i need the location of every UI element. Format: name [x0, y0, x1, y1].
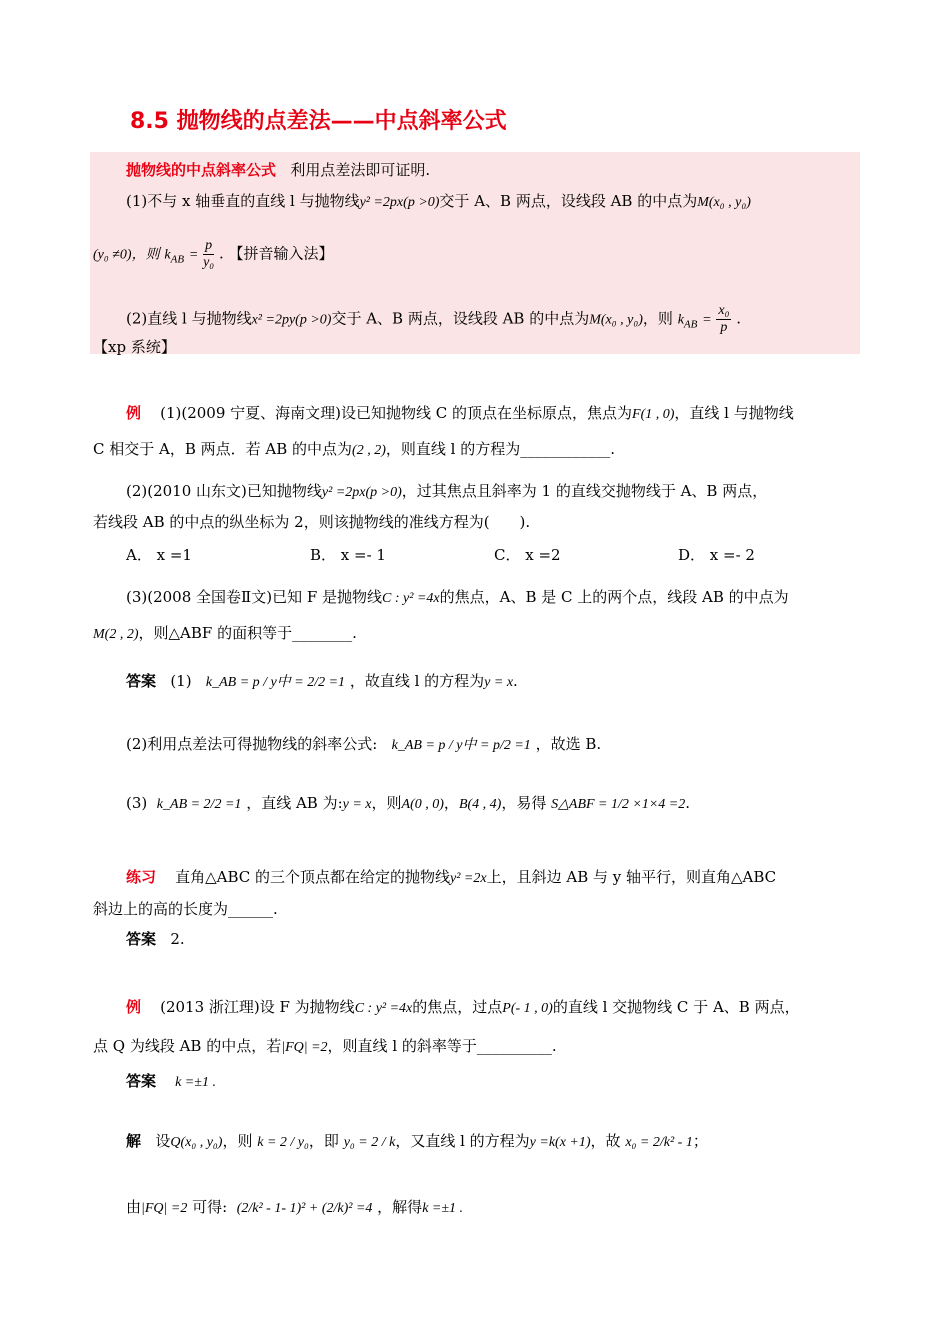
- example-2-solution-get: 可得:: [192, 1198, 228, 1216]
- example-1-q3: [126, 586, 789, 607]
- page-title: 8.5 抛物线的点差法——中点斜率公式: [130, 109, 507, 134]
- example-1-answer-1-post: ，故直线 l 的方程为: [349, 672, 485, 690]
- example-2-answer: [126, 1070, 216, 1091]
- practice-question-cont: 斜边上的高的长度为______.: [93, 900, 278, 918]
- example-2-cond: |FQ| =2: [281, 1040, 328, 1055]
- example-1-label: 例: [126, 404, 142, 422]
- example-1-q3-point: M(2 , 2): [93, 627, 139, 642]
- example-1-q3-text-a: (3)(2008 全国卷Ⅱ文)已知 F 是抛物线: [126, 588, 383, 606]
- practice-answer: [126, 928, 185, 949]
- example-2-point: P(- 1 , 0): [502, 1001, 553, 1016]
- box-item-1-k: k: [164, 247, 171, 263]
- example-1-q3-text-c: ，则△ABF 的面积等于________.: [138, 624, 357, 642]
- example-2-solution-ie: ，即: [308, 1132, 339, 1150]
- example-2-solution-x0: x₀ = 2/k² - 1: [625, 1135, 693, 1150]
- box-heading-line: [126, 159, 430, 180]
- practice-formula: y² =2x: [450, 871, 487, 886]
- box-item-2-tail: .: [736, 309, 742, 328]
- example-2-text-d: 点 Q 为线段 AB 的中点，若: [93, 1037, 282, 1055]
- box-item-1-tail: . 【拼音输入法】: [218, 244, 334, 263]
- option-d: D． x =- 2: [678, 546, 755, 564]
- example-1-answer-3-pre: (3): [126, 794, 148, 812]
- example-1-answer-3-point-a: A(0 , 0): [401, 797, 444, 812]
- example-2-solution-text-a: 设: [155, 1132, 171, 1150]
- example-1-answer-3-line: y = x: [342, 797, 372, 812]
- example-2-answer-label: 答案: [126, 1072, 157, 1090]
- example-2-question-cont: [93, 1035, 557, 1056]
- example-2-question: [126, 996, 800, 1017]
- example-1-answer-1-end: .: [513, 672, 518, 690]
- box-item-2-k: k: [677, 312, 684, 328]
- box-item-1-den: y₀: [203, 255, 215, 270]
- example-1-answer-1-formula: k_AB = p / y中 = 2/2 =1: [205, 675, 346, 690]
- example-2-formula: C : y² =4x: [354, 1001, 413, 1016]
- example-1-answer-1: [126, 670, 518, 691]
- example-2-solution-from: 由: [126, 1198, 142, 1216]
- example-2-solution-cond: |FQ| =2: [141, 1201, 188, 1216]
- box-item-2-then: ，则: [642, 309, 673, 328]
- box-item-1-fraction: [203, 238, 214, 271]
- example-1-answer-2-formula: k_AB = p / y中 = p/2 =1: [391, 738, 531, 753]
- box-item-1-num: p: [203, 238, 214, 255]
- box-heading: 抛物线的中点斜率公式: [126, 161, 277, 179]
- practice-label: 练习: [126, 868, 157, 886]
- box-heading-note: 利用点差法即可证明.: [290, 161, 431, 179]
- example-1-q2-formula: y² =2px(p >0): [321, 485, 402, 500]
- example-1-answer-label: 答案: [126, 672, 157, 690]
- example-2-solution-k: k = 2 / y₀: [257, 1135, 309, 1150]
- example-1-q3-text-b: 的焦点，A、B 是 C 上的两个点，线段 AB 的中点为: [439, 588, 789, 606]
- box-item-2-fraction: [716, 303, 731, 336]
- example-1-q1-text-c: C 相交于 A，B 两点．若 AB 的中点为: [93, 440, 353, 458]
- example-2-solution-semi: ；: [692, 1132, 708, 1150]
- example-1-q1: [126, 402, 794, 423]
- example-1-answer-3-easy: ，易得: [501, 794, 547, 812]
- box-item-1-text-b: 交于 A、B 两点，设线段 AB 的中点为: [439, 192, 698, 210]
- example-1-answer-2-post: ，故选 B.: [535, 735, 602, 753]
- example-1-q3-cont: [93, 622, 357, 643]
- example-1-answer-3: (3) k_AB = 2/2 =1 ，直线 AB 为:y = x，则A(0 , 0)，B(4 , 4)，易得 S△ABF = 1/2 ×1×4 =2.: [126, 794, 691, 812]
- example-1-answer-3-end: .: [685, 794, 691, 812]
- box-item-2-num: x₀: [718, 303, 730, 318]
- box-source: 【xp 系统】: [93, 338, 176, 356]
- example-2-solution-2: [126, 1196, 463, 1217]
- box-item-2-formula: x² =2py(p >0): [251, 312, 332, 328]
- box-item-1-result: (y₀ ≠0)，则 $k_{AB}$ = $\frac{p}{\text{y₀}}$ . 【拼音输入法】: [93, 238, 334, 270]
- box-item-2-text-b: 交于 A、B 两点，设线段 AB 的中点为: [331, 309, 590, 328]
- box-item-2-text-a: (2)直线 l 与抛物线: [126, 309, 252, 328]
- example-1-answer-2: [126, 733, 601, 754]
- example-1-q1-text-a: (1)(2009 宁夏、海南文理)设已知抛物线 C 的顶点在坐标原点，焦点为: [160, 404, 633, 422]
- example-1-answer-3-point-b: B(4 , 4): [458, 797, 502, 812]
- example-1-q1-text-d: ，则直线 l 的方程为____________.: [385, 440, 615, 458]
- example-2-solution-label: 解: [126, 1132, 142, 1150]
- practice-question: [126, 866, 776, 887]
- example-1-q2: [126, 480, 767, 501]
- example-1-q1-text-b: ，直线 l 与抛物线: [674, 404, 794, 422]
- example-2-solution-q: Q(x₀ , y₀): [170, 1135, 223, 1150]
- example-1-answer-2-pre: (2)利用点差法可得抛物线的斜率公式:: [126, 735, 378, 753]
- box-item-2-den: p: [720, 320, 728, 335]
- example-1-q1-mid: (2 , 2): [352, 443, 386, 458]
- practice-text-b: 上，且斜边 AB 与 y 轴平行，则直角△ABC: [486, 868, 777, 886]
- example-1-q2-text-a: (2)(2010 山东文)已知抛物线: [126, 482, 322, 500]
- example-2-solution-result: k =±1 .: [422, 1201, 464, 1216]
- example-2-text-e: ，则直线 l 的斜率等于__________.: [327, 1037, 557, 1055]
- box-item-1-k-sub: AB: [170, 253, 185, 266]
- example-1-answer-1-line: y = x: [484, 675, 514, 690]
- example-1-answer-3-area: S△ABF = 1/2 ×1×4 =2: [551, 797, 686, 812]
- example-1-answer-3-formula: k_AB = 2/2 =1: [156, 797, 242, 812]
- example-1-answer-3-then: ，则: [371, 794, 402, 812]
- example-2-solution-equation: (2/k² - 1- 1)² + (2/k)² =4: [236, 1201, 373, 1216]
- example-1-answer-1-pre: (1): [170, 672, 192, 690]
- example-2-solution-1: [126, 1130, 708, 1151]
- example-1-q2-cont: 若线段 AB 的中点的纵坐标为 2，则该抛物线的准线方程为( ).: [93, 513, 531, 531]
- option-c: C． x =2: [494, 546, 561, 564]
- box-item-1-text-a: (1)不与 x 轴垂直的直线 l 与抛物线: [126, 192, 360, 210]
- example-2-solution-y0: y₀ = 2 / k: [343, 1135, 396, 1150]
- example-1-q3-formula: C : y² =4x: [382, 591, 440, 606]
- practice-text-a: 直角△ABC 的三个顶点都在给定的抛物线: [175, 868, 451, 886]
- box-item-1-formula: y² =2px(p >0): [359, 195, 440, 210]
- box-item-1: [126, 190, 751, 211]
- example-2-text-a: (2013 浙江理)设 F 为抛物线: [160, 998, 355, 1016]
- example-1-q1-focus: F(1 , 0): [632, 407, 675, 422]
- box-item-1-cond: (y₀ ≠0)，则: [93, 247, 160, 263]
- practice-answer-label: 答案: [126, 930, 157, 948]
- box-item-2-k-sub: AB: [683, 318, 698, 331]
- example-2-text-b: 的焦点，过点: [412, 998, 503, 1016]
- example-1-answer-3-mid: ，直线 AB 为:: [246, 794, 343, 812]
- example-2-label: 例: [126, 998, 142, 1016]
- option-b: B． x =- 1: [310, 546, 386, 564]
- example-2-solution-then: ，则: [222, 1132, 253, 1150]
- example-2-solution-so: ，故: [590, 1132, 621, 1150]
- example-2-answer-value: k =±1 .: [175, 1075, 216, 1090]
- box-item-2: (2)直线 l 与抛物线x² =2py(p >0)交于 A、B 两点，设线段 AB 的中点为M(x₀ , y₀)，则 $k_{AB}$ = $\frac{\text{x₀}}{p}$ .: [126, 303, 742, 335]
- option-a: A． x =1: [126, 546, 192, 564]
- practice-answer-value: 2.: [170, 930, 185, 948]
- box-item-1-point: M(x₀ , y₀): [697, 195, 751, 210]
- box-item-2-point: M(x₀ , y₀): [589, 312, 643, 328]
- example-2-solution-text-b: ，又直线 l 的方程为: [395, 1132, 530, 1150]
- example-2-solution-line: y =k(x +1): [529, 1135, 591, 1150]
- example-2-text-c: 的直线 l 交抛物线 C 于 A、B 两点，: [552, 998, 800, 1016]
- example-1-q2-text-b: ，过其焦点且斜率为 1 的直线交抛物线于 A、B 两点，: [401, 482, 768, 500]
- example-1-q1-cont: [93, 438, 615, 459]
- example-2-solution-solve: ，解得: [377, 1198, 423, 1216]
